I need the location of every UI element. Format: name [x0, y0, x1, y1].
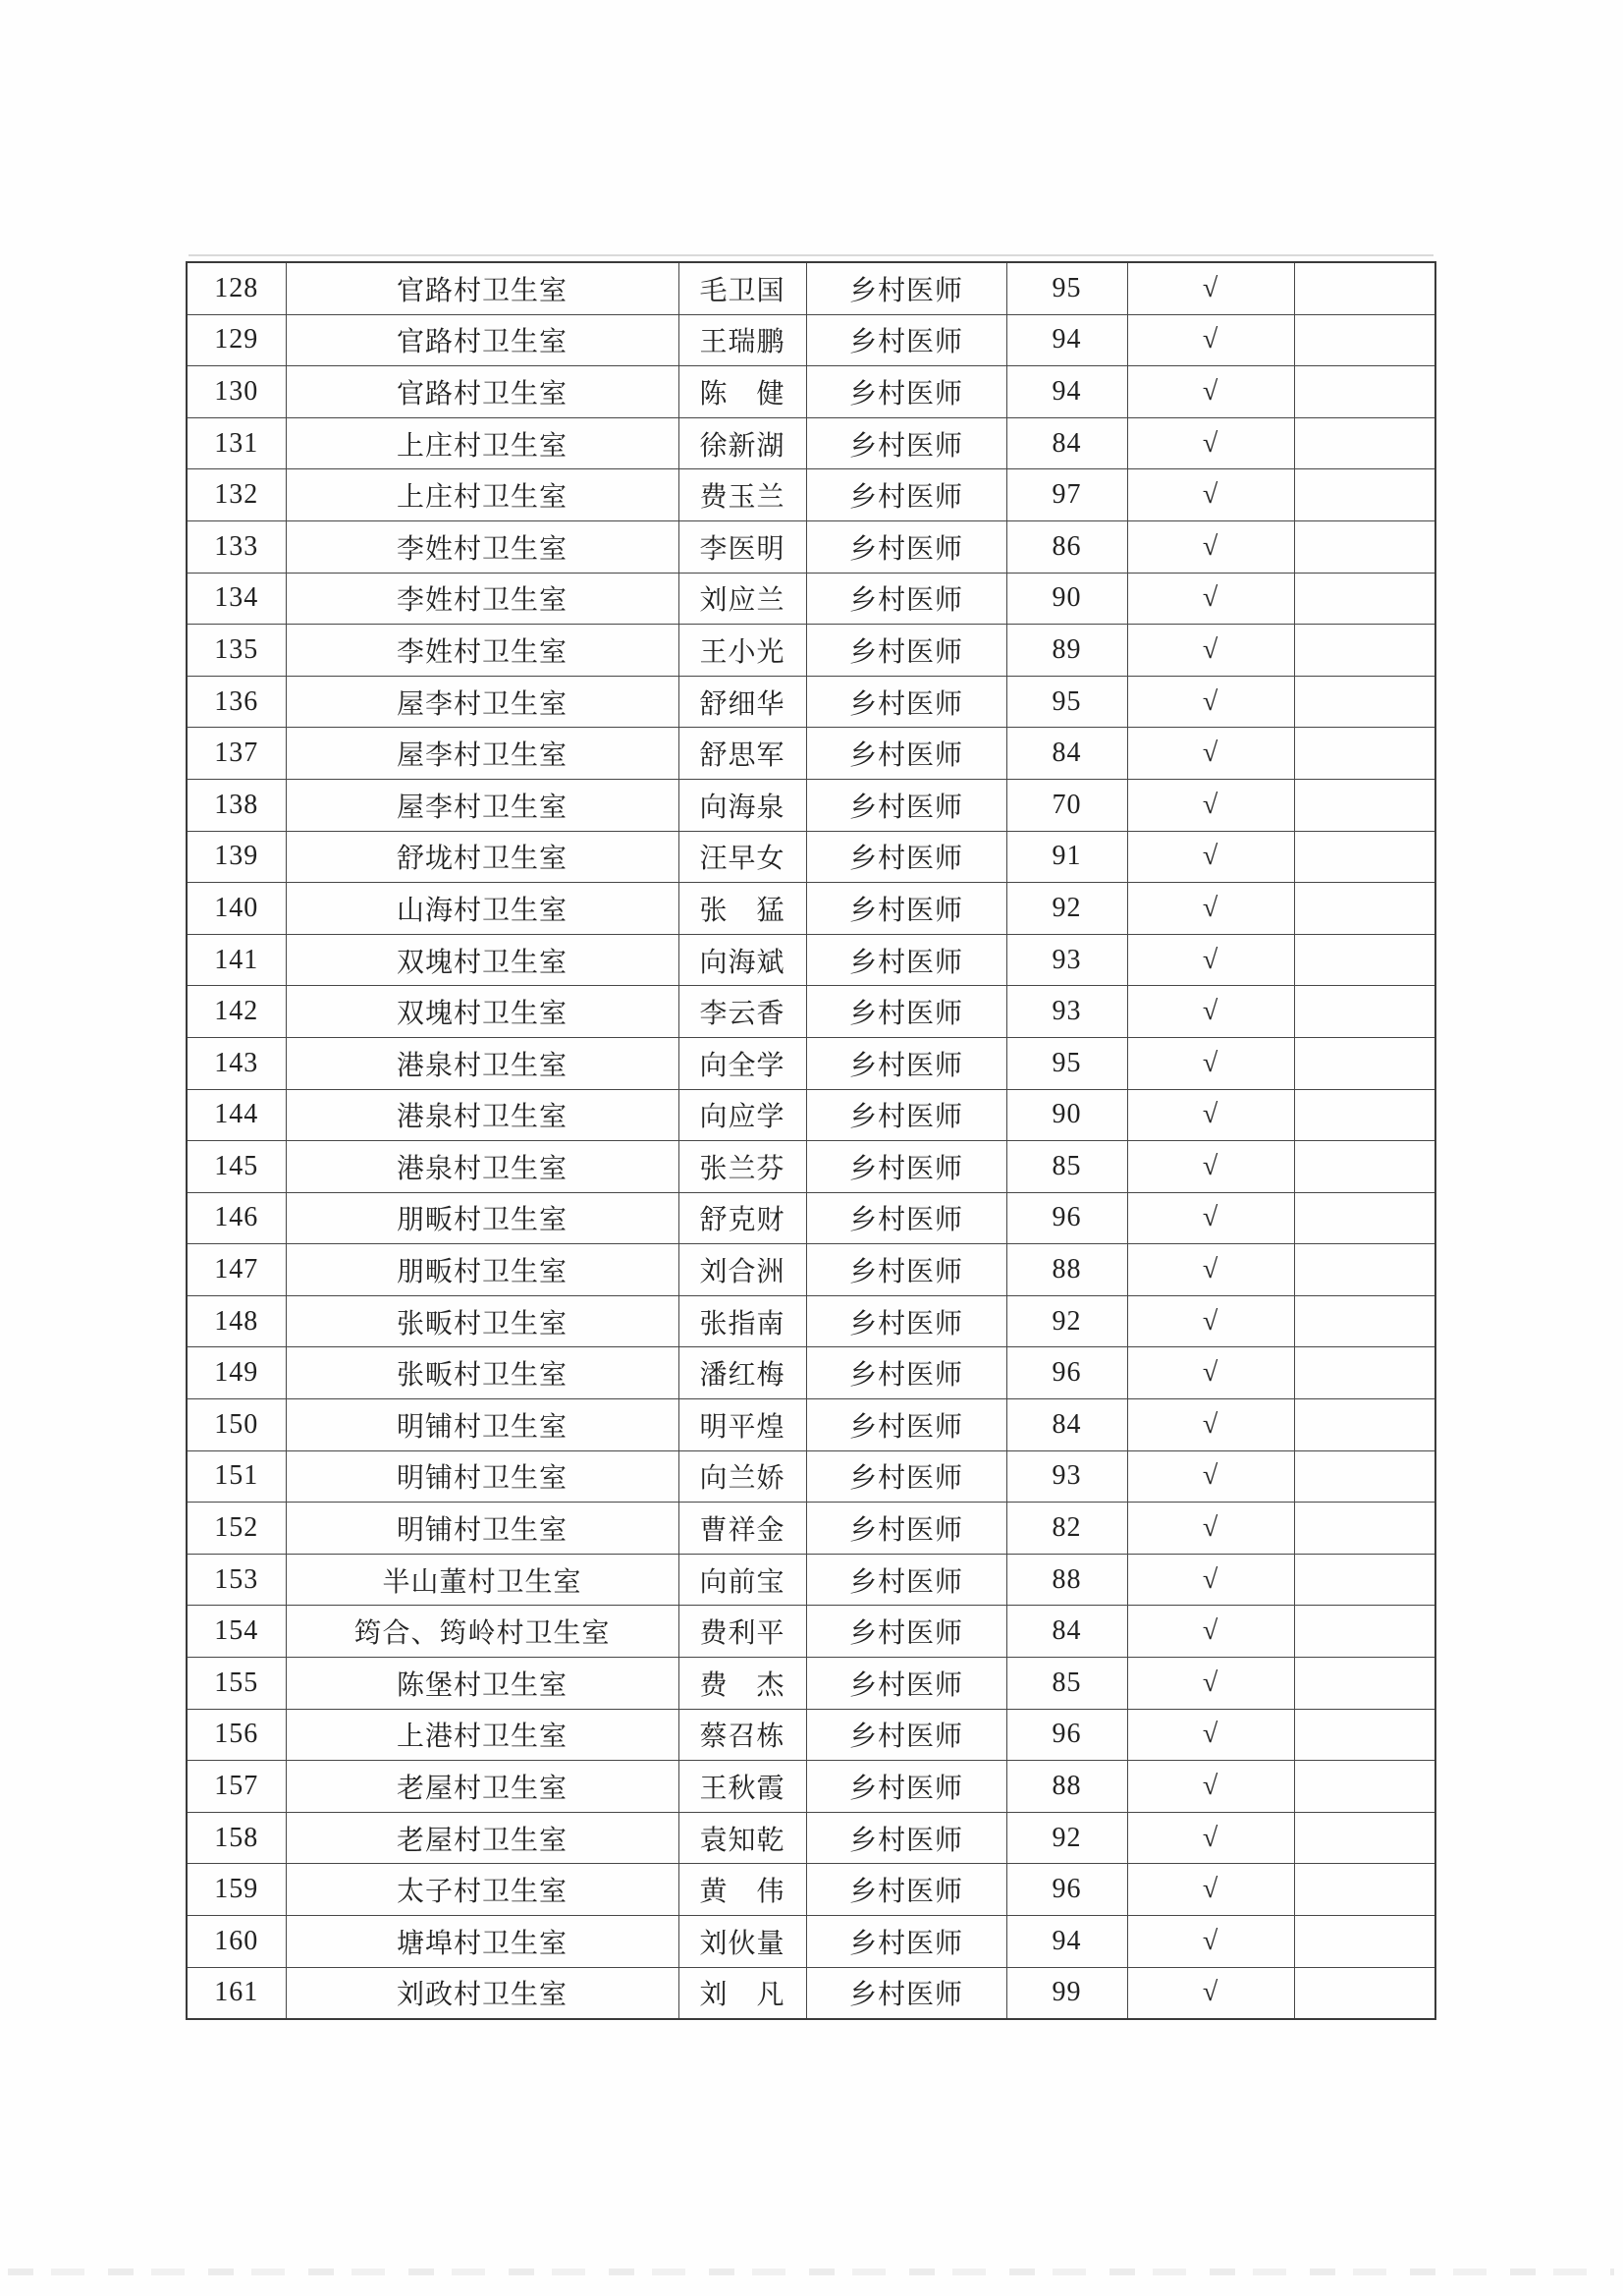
- cell-doctor-name: 李医明: [678, 520, 806, 573]
- cell-job-title: 乡村医师: [806, 1709, 1006, 1761]
- cell-doctor-name: 向应学: [678, 1089, 806, 1141]
- cell-pass-checkmark: √: [1127, 1089, 1294, 1141]
- table-row: [187, 1037, 1435, 1089]
- cell-score: 86: [1006, 520, 1127, 573]
- table-row: [187, 1967, 1435, 2019]
- cell-job-title: 乡村医师: [806, 1089, 1006, 1141]
- cell-pass-checkmark: √: [1127, 1141, 1294, 1193]
- cell-job-title: 乡村医师: [806, 1503, 1006, 1555]
- cell-doctor-name: 向全学: [678, 1037, 806, 1089]
- cell-row-number: 130: [187, 366, 286, 418]
- cell-remarks-empty: [1294, 1864, 1435, 1916]
- cell-score: 90: [1006, 573, 1127, 625]
- cell-clinic-name: 陈堡村卫生室: [286, 1658, 678, 1710]
- cell-row-number: 161: [187, 1967, 286, 2019]
- cell-job-title: 乡村医师: [806, 1244, 1006, 1296]
- table-row: [187, 417, 1435, 469]
- cell-job-title: 乡村医师: [806, 1761, 1006, 1813]
- cell-clinic-name: 山海村卫生室: [286, 883, 678, 935]
- cell-score: 84: [1006, 417, 1127, 469]
- cell-row-number: 144: [187, 1089, 286, 1141]
- cell-clinic-name: 官路村卫生室: [286, 366, 678, 418]
- cell-clinic-name: 半山董村卫生室: [286, 1554, 678, 1606]
- cell-row-number: 143: [187, 1037, 286, 1089]
- table-row: [187, 1192, 1435, 1244]
- cell-doctor-name: 舒克财: [678, 1192, 806, 1244]
- cell-job-title: 乡村医师: [806, 883, 1006, 935]
- cell-score: 91: [1006, 831, 1127, 883]
- cell-job-title: 乡村医师: [806, 573, 1006, 625]
- cell-job-title: 乡村医师: [806, 676, 1006, 728]
- cell-row-number: 152: [187, 1503, 286, 1555]
- cell-clinic-name: 港泉村卫生室: [286, 1037, 678, 1089]
- cell-pass-checkmark: √: [1127, 1658, 1294, 1710]
- cell-pass-checkmark: √: [1127, 779, 1294, 831]
- cell-remarks-empty: [1294, 728, 1435, 780]
- table-row: [187, 1606, 1435, 1658]
- cell-clinic-name: 朋畈村卫生室: [286, 1244, 678, 1296]
- cell-clinic-name: 官路村卫生室: [286, 262, 678, 314]
- cell-clinic-name: 李姓村卫生室: [286, 520, 678, 573]
- cell-remarks-empty: [1294, 1658, 1435, 1710]
- cell-pass-checkmark: √: [1127, 883, 1294, 935]
- table-row: [187, 1347, 1435, 1399]
- cell-doctor-name: 费 杰: [678, 1658, 806, 1710]
- cell-job-title: 乡村医师: [806, 779, 1006, 831]
- cell-doctor-name: 刘 凡: [678, 1967, 806, 2019]
- cell-score: 70: [1006, 779, 1127, 831]
- cell-pass-checkmark: √: [1127, 1709, 1294, 1761]
- scan-artifact-band: [8, 2269, 1614, 2275]
- cell-row-number: 160: [187, 1916, 286, 1968]
- table-row: [187, 831, 1435, 883]
- cell-row-number: 138: [187, 779, 286, 831]
- cell-pass-checkmark: √: [1127, 314, 1294, 366]
- cell-row-number: 131: [187, 417, 286, 469]
- cell-score: 88: [1006, 1554, 1127, 1606]
- cell-score: 95: [1006, 1037, 1127, 1089]
- cell-row-number: 140: [187, 883, 286, 935]
- cell-score: 85: [1006, 1658, 1127, 1710]
- table-row: [187, 1812, 1435, 1864]
- cell-doctor-name: 向海斌: [678, 934, 806, 986]
- cell-job-title: 乡村医师: [806, 1864, 1006, 1916]
- table-row: [187, 986, 1435, 1038]
- table-row: [187, 1450, 1435, 1503]
- cell-doctor-name: 汪早女: [678, 831, 806, 883]
- cell-doctor-name: 舒思军: [678, 728, 806, 780]
- cell-row-number: 133: [187, 520, 286, 573]
- cell-doctor-name: 费玉兰: [678, 469, 806, 521]
- cell-remarks-empty: [1294, 417, 1435, 469]
- cell-clinic-name: 李姓村卫生室: [286, 573, 678, 625]
- cell-pass-checkmark: √: [1127, 1967, 1294, 2019]
- cell-row-number: 141: [187, 934, 286, 986]
- cell-score: 82: [1006, 1503, 1127, 1555]
- table-row: [187, 728, 1435, 780]
- cell-pass-checkmark: √: [1127, 262, 1294, 314]
- cell-score: 85: [1006, 1141, 1127, 1193]
- cell-job-title: 乡村医师: [806, 1192, 1006, 1244]
- cell-row-number: 156: [187, 1709, 286, 1761]
- cell-row-number: 149: [187, 1347, 286, 1399]
- cell-row-number: 145: [187, 1141, 286, 1193]
- cell-pass-checkmark: √: [1127, 1864, 1294, 1916]
- cell-job-title: 乡村医师: [806, 728, 1006, 780]
- cell-row-number: 154: [187, 1606, 286, 1658]
- cell-remarks-empty: [1294, 831, 1435, 883]
- cell-row-number: 150: [187, 1399, 286, 1451]
- cell-row-number: 151: [187, 1450, 286, 1503]
- table-row: [187, 366, 1435, 418]
- cell-pass-checkmark: √: [1127, 986, 1294, 1038]
- cell-doctor-name: 张指南: [678, 1295, 806, 1347]
- cell-clinic-name: 屋李村卫生室: [286, 676, 678, 728]
- cell-doctor-name: 张 猛: [678, 883, 806, 935]
- cell-score: 96: [1006, 1347, 1127, 1399]
- cell-job-title: 乡村医师: [806, 417, 1006, 469]
- table-row: [187, 1709, 1435, 1761]
- cell-doctor-name: 张兰芬: [678, 1141, 806, 1193]
- cell-pass-checkmark: √: [1127, 417, 1294, 469]
- cell-row-number: 136: [187, 676, 286, 728]
- cell-doctor-name: 李云香: [678, 986, 806, 1038]
- table-row: [187, 469, 1435, 521]
- cell-job-title: 乡村医师: [806, 469, 1006, 521]
- cell-score: 92: [1006, 883, 1127, 935]
- cell-row-number: 159: [187, 1864, 286, 1916]
- cell-remarks-empty: [1294, 1244, 1435, 1296]
- table-row: [187, 1503, 1435, 1555]
- cell-pass-checkmark: √: [1127, 1761, 1294, 1813]
- cell-job-title: 乡村医师: [806, 1812, 1006, 1864]
- cell-pass-checkmark: √: [1127, 1503, 1294, 1555]
- cell-remarks-empty: [1294, 1554, 1435, 1606]
- table-row: [187, 520, 1435, 573]
- cell-job-title: 乡村医师: [806, 262, 1006, 314]
- cell-score: 84: [1006, 1399, 1127, 1451]
- cell-remarks-empty: [1294, 262, 1435, 314]
- cell-doctor-name: 蔡召栋: [678, 1709, 806, 1761]
- cell-doctor-name: 向海泉: [678, 779, 806, 831]
- cell-score: 93: [1006, 1450, 1127, 1503]
- cell-clinic-name: 筠合、筠岭村卫生室: [286, 1606, 678, 1658]
- cell-job-title: 乡村医师: [806, 934, 1006, 986]
- cell-remarks-empty: [1294, 314, 1435, 366]
- cell-remarks-empty: [1294, 1812, 1435, 1864]
- cell-job-title: 乡村医师: [806, 314, 1006, 366]
- cell-doctor-name: 王秋霞: [678, 1761, 806, 1813]
- cell-remarks-empty: [1294, 469, 1435, 521]
- cell-pass-checkmark: √: [1127, 831, 1294, 883]
- cell-doctor-name: 陈 健: [678, 366, 806, 418]
- cell-score: 88: [1006, 1244, 1127, 1296]
- cell-row-number: 153: [187, 1554, 286, 1606]
- table-row: [187, 1554, 1435, 1606]
- cell-remarks-empty: [1294, 1089, 1435, 1141]
- cell-remarks-empty: [1294, 1450, 1435, 1503]
- cell-job-title: 乡村医师: [806, 1399, 1006, 1451]
- cell-doctor-name: 刘伙量: [678, 1916, 806, 1968]
- cell-row-number: 155: [187, 1658, 286, 1710]
- cell-doctor-name: 向兰娇: [678, 1450, 806, 1503]
- cell-clinic-name: 张畈村卫生室: [286, 1347, 678, 1399]
- cell-remarks-empty: [1294, 1709, 1435, 1761]
- cell-clinic-name: 明铺村卫生室: [286, 1503, 678, 1555]
- cell-doctor-name: 曹祥金: [678, 1503, 806, 1555]
- cell-row-number: 128: [187, 262, 286, 314]
- cell-pass-checkmark: √: [1127, 1347, 1294, 1399]
- cell-job-title: 乡村医师: [806, 1295, 1006, 1347]
- cell-remarks-empty: [1294, 676, 1435, 728]
- cell-pass-checkmark: √: [1127, 573, 1294, 625]
- cell-score: 95: [1006, 262, 1127, 314]
- cell-doctor-name: 刘应兰: [678, 573, 806, 625]
- cell-remarks-empty: [1294, 1347, 1435, 1399]
- cell-row-number: 157: [187, 1761, 286, 1813]
- cell-row-number: 135: [187, 625, 286, 677]
- cell-doctor-name: 潘红梅: [678, 1347, 806, 1399]
- cell-score: 84: [1006, 728, 1127, 780]
- cell-pass-checkmark: √: [1127, 1295, 1294, 1347]
- cell-score: 94: [1006, 1916, 1127, 1968]
- cell-clinic-name: 港泉村卫生室: [286, 1141, 678, 1193]
- cell-pass-checkmark: √: [1127, 728, 1294, 780]
- cell-row-number: 129: [187, 314, 286, 366]
- cell-doctor-name: 毛卫国: [678, 262, 806, 314]
- table-row: [187, 625, 1435, 677]
- table-row: [187, 676, 1435, 728]
- cell-score: 93: [1006, 934, 1127, 986]
- cell-job-title: 乡村医师: [806, 1450, 1006, 1503]
- cell-remarks-empty: [1294, 934, 1435, 986]
- cell-row-number: 146: [187, 1192, 286, 1244]
- cell-job-title: 乡村医师: [806, 1606, 1006, 1658]
- table-row: [187, 1864, 1435, 1916]
- cell-score: 97: [1006, 469, 1127, 521]
- cell-clinic-name: 上庄村卫生室: [286, 417, 678, 469]
- cell-doctor-name: 舒细华: [678, 676, 806, 728]
- cell-pass-checkmark: √: [1127, 1554, 1294, 1606]
- table-row: [187, 314, 1435, 366]
- table-row: [187, 1244, 1435, 1296]
- cell-doctor-name: 徐新湖: [678, 417, 806, 469]
- cell-row-number: 148: [187, 1295, 286, 1347]
- cell-pass-checkmark: √: [1127, 1399, 1294, 1451]
- cell-pass-checkmark: √: [1127, 1606, 1294, 1658]
- cell-score: 93: [1006, 986, 1127, 1038]
- cell-remarks-empty: [1294, 573, 1435, 625]
- table-row: [187, 1295, 1435, 1347]
- cell-score: 89: [1006, 625, 1127, 677]
- table-row: [187, 1089, 1435, 1141]
- cell-doctor-name: 费利平: [678, 1606, 806, 1658]
- table-row: [187, 1399, 1435, 1451]
- cell-job-title: 乡村医师: [806, 1554, 1006, 1606]
- cell-clinic-name: 屋李村卫生室: [286, 728, 678, 780]
- cell-clinic-name: 官路村卫生室: [286, 314, 678, 366]
- table-row: [187, 934, 1435, 986]
- cell-pass-checkmark: √: [1127, 1450, 1294, 1503]
- cell-doctor-name: 王瑞鹏: [678, 314, 806, 366]
- cell-pass-checkmark: √: [1127, 934, 1294, 986]
- cell-pass-checkmark: √: [1127, 1037, 1294, 1089]
- table-row: [187, 573, 1435, 625]
- cell-clinic-name: 太子村卫生室: [286, 1864, 678, 1916]
- cell-job-title: 乡村医师: [806, 831, 1006, 883]
- cell-pass-checkmark: √: [1127, 366, 1294, 418]
- cell-score: 94: [1006, 314, 1127, 366]
- cell-score: 99: [1006, 1967, 1127, 2019]
- table-body: [187, 262, 1435, 2019]
- cell-clinic-name: 双塊村卫生室: [286, 986, 678, 1038]
- cell-remarks-empty: [1294, 1399, 1435, 1451]
- cell-doctor-name: 向前宝: [678, 1554, 806, 1606]
- table-row: [187, 883, 1435, 935]
- cell-clinic-name: 刘政村卫生室: [286, 1967, 678, 2019]
- village-doctor-score-table: [186, 261, 1436, 2020]
- cell-clinic-name: 李姓村卫生室: [286, 625, 678, 677]
- cell-clinic-name: 张畈村卫生室: [286, 1295, 678, 1347]
- cell-score: 92: [1006, 1295, 1127, 1347]
- cell-remarks-empty: [1294, 883, 1435, 935]
- cell-doctor-name: 王小光: [678, 625, 806, 677]
- cell-clinic-name: 明铺村卫生室: [286, 1399, 678, 1451]
- cell-clinic-name: 老屋村卫生室: [286, 1812, 678, 1864]
- cell-row-number: 158: [187, 1812, 286, 1864]
- cell-pass-checkmark: √: [1127, 469, 1294, 521]
- cell-score: 84: [1006, 1606, 1127, 1658]
- cell-row-number: 137: [187, 728, 286, 780]
- cell-job-title: 乡村医师: [806, 1916, 1006, 1968]
- cell-row-number: 142: [187, 986, 286, 1038]
- cell-clinic-name: 朋畈村卫生室: [286, 1192, 678, 1244]
- cell-score: 96: [1006, 1864, 1127, 1916]
- cell-remarks-empty: [1294, 1503, 1435, 1555]
- cell-remarks-empty: [1294, 625, 1435, 677]
- scan-artifact-line: [189, 254, 1434, 256]
- table-row: [187, 779, 1435, 831]
- cell-remarks-empty: [1294, 1967, 1435, 2019]
- table-row: [187, 1141, 1435, 1193]
- cell-remarks-empty: [1294, 1141, 1435, 1193]
- cell-row-number: 147: [187, 1244, 286, 1296]
- table-row: [187, 1916, 1435, 1968]
- cell-doctor-name: 刘合洲: [678, 1244, 806, 1296]
- cell-clinic-name: 港泉村卫生室: [286, 1089, 678, 1141]
- cell-job-title: 乡村医师: [806, 1037, 1006, 1089]
- cell-clinic-name: 明铺村卫生室: [286, 1450, 678, 1503]
- cell-doctor-name: 明平煌: [678, 1399, 806, 1451]
- cell-row-number: 132: [187, 469, 286, 521]
- cell-score: 95: [1006, 676, 1127, 728]
- cell-doctor-name: 黄 伟: [678, 1864, 806, 1916]
- cell-remarks-empty: [1294, 779, 1435, 831]
- cell-row-number: 139: [187, 831, 286, 883]
- cell-remarks-empty: [1294, 1606, 1435, 1658]
- cell-score: 96: [1006, 1192, 1127, 1244]
- cell-pass-checkmark: √: [1127, 676, 1294, 728]
- cell-clinic-name: 塘埠村卫生室: [286, 1916, 678, 1968]
- cell-job-title: 乡村医师: [806, 986, 1006, 1038]
- cell-remarks-empty: [1294, 366, 1435, 418]
- cell-remarks-empty: [1294, 986, 1435, 1038]
- cell-clinic-name: 双塊村卫生室: [286, 934, 678, 986]
- cell-remarks-empty: [1294, 1037, 1435, 1089]
- cell-score: 88: [1006, 1761, 1127, 1813]
- cell-score: 94: [1006, 366, 1127, 418]
- cell-remarks-empty: [1294, 1761, 1435, 1813]
- cell-clinic-name: 上庄村卫生室: [286, 469, 678, 521]
- cell-clinic-name: 舒垅村卫生室: [286, 831, 678, 883]
- cell-score: 96: [1006, 1709, 1127, 1761]
- cell-clinic-name: 老屋村卫生室: [286, 1761, 678, 1813]
- cell-row-number: 134: [187, 573, 286, 625]
- cell-pass-checkmark: √: [1127, 520, 1294, 573]
- cell-remarks-empty: [1294, 1192, 1435, 1244]
- cell-job-title: 乡村医师: [806, 366, 1006, 418]
- table-row: [187, 1761, 1435, 1813]
- cell-remarks-empty: [1294, 520, 1435, 573]
- cell-pass-checkmark: √: [1127, 1244, 1294, 1296]
- cell-remarks-empty: [1294, 1916, 1435, 1968]
- cell-doctor-name: 袁知乾: [678, 1812, 806, 1864]
- cell-score: 90: [1006, 1089, 1127, 1141]
- cell-job-title: 乡村医师: [806, 1658, 1006, 1710]
- cell-job-title: 乡村医师: [806, 520, 1006, 573]
- cell-pass-checkmark: √: [1127, 625, 1294, 677]
- cell-job-title: 乡村医师: [806, 1347, 1006, 1399]
- cell-pass-checkmark: √: [1127, 1812, 1294, 1864]
- cell-job-title: 乡村医师: [806, 1967, 1006, 2019]
- cell-pass-checkmark: √: [1127, 1192, 1294, 1244]
- cell-remarks-empty: [1294, 1295, 1435, 1347]
- cell-pass-checkmark: √: [1127, 1916, 1294, 1968]
- cell-job-title: 乡村医师: [806, 1141, 1006, 1193]
- cell-clinic-name: 屋李村卫生室: [286, 779, 678, 831]
- cell-score: 92: [1006, 1812, 1127, 1864]
- table-row: [187, 262, 1435, 314]
- table-row: [187, 1658, 1435, 1710]
- cell-job-title: 乡村医师: [806, 625, 1006, 677]
- cell-clinic-name: 上港村卫生室: [286, 1709, 678, 1761]
